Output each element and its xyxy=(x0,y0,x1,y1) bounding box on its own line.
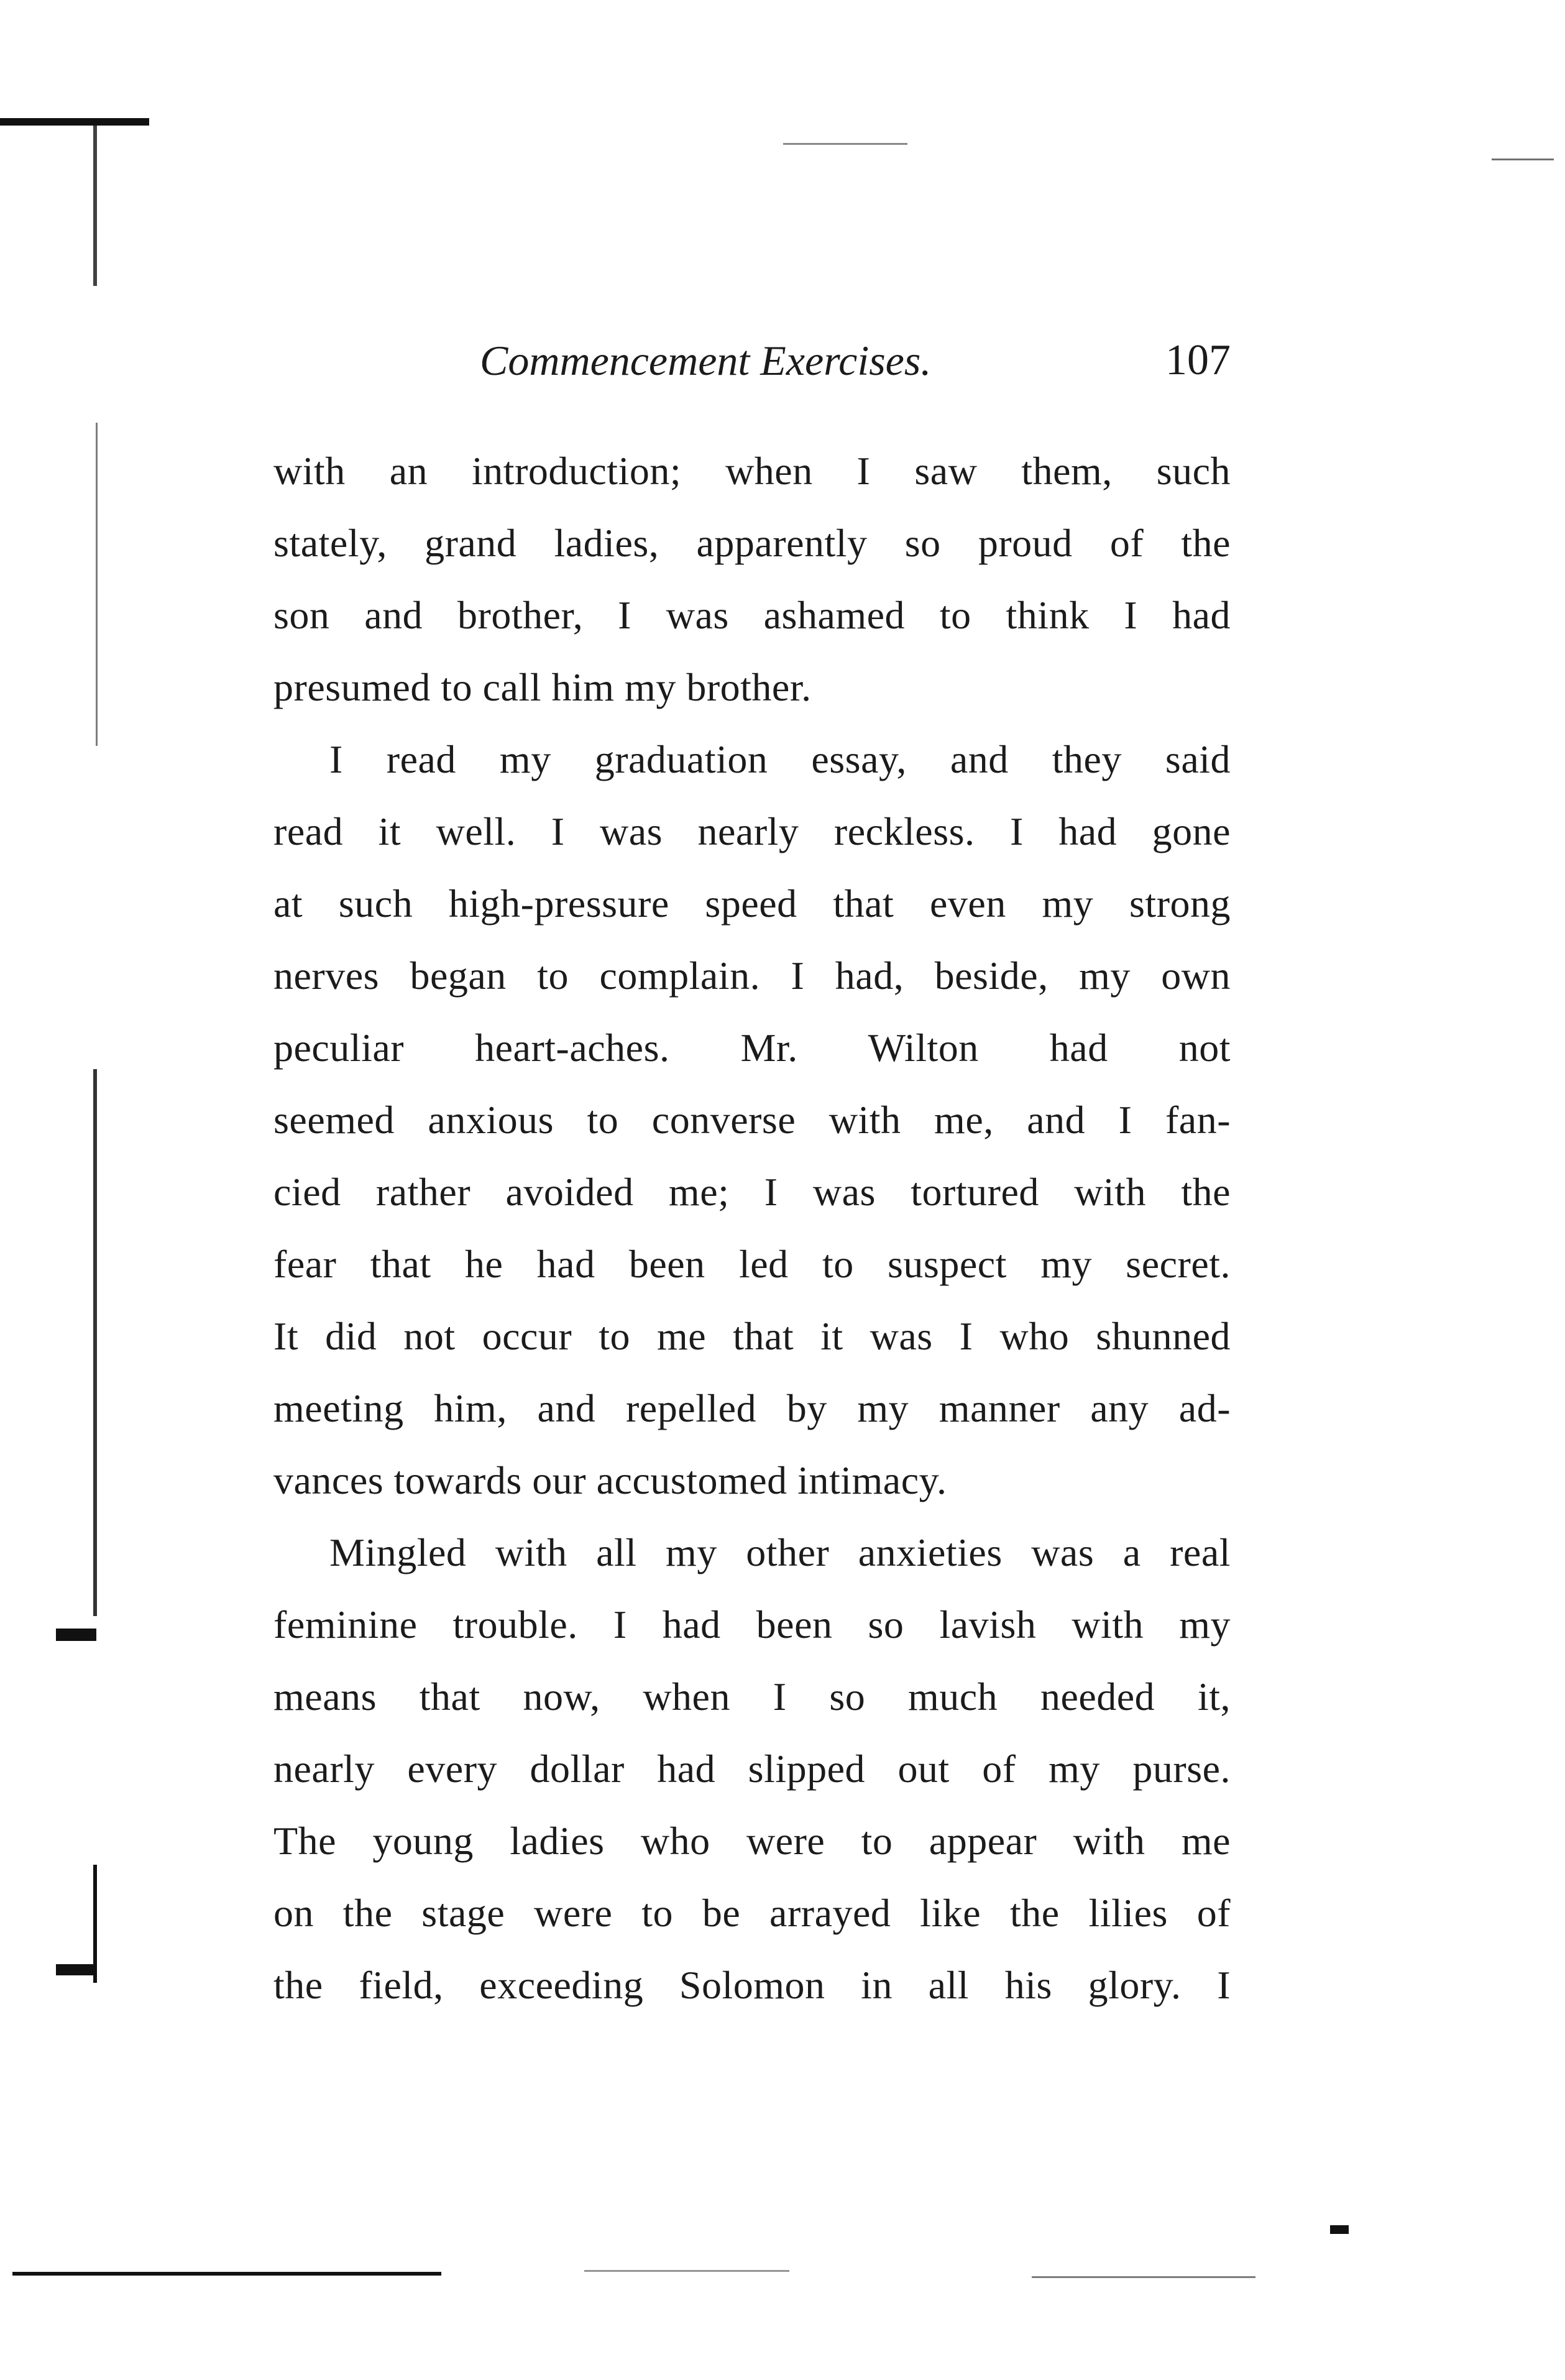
text-line: son and brother, I was ashamed to think I had xyxy=(273,593,1231,637)
scan-margin-line-lower xyxy=(93,1069,97,1616)
text-line: nerves began to complain. I had, beside, my own xyxy=(273,953,1231,998)
body-text xyxy=(273,435,1231,2021)
text-line: The young ladies who were to appear with me xyxy=(273,1819,1231,1863)
scan-mark-bottom-right xyxy=(1330,2225,1349,2234)
scan-rule-bottom-right xyxy=(1032,2276,1255,2278)
text-line: It did not occur to me that it was I who shunned xyxy=(273,1314,1231,1358)
text-line: I read my graduation essay, and they said xyxy=(329,737,1231,781)
scan-rule-bottom-mid xyxy=(584,2270,789,2272)
scan-rule-top xyxy=(783,143,907,145)
text-line: Mingled with all my other anxieties was a real xyxy=(329,1530,1231,1574)
text-line: stately, grand ladies, apparently so proud of the xyxy=(273,521,1231,565)
text-line: read it well. I was nearly reckless. I had gone xyxy=(273,809,1231,853)
text-line: nearly every dollar had slipped out of my purse. xyxy=(273,1747,1231,1791)
scan-margin-line-upper xyxy=(96,423,98,746)
running-title: Commencement Exercises. xyxy=(480,337,932,384)
text-line: vances towards our accustomed intimacy. xyxy=(273,1458,947,1502)
text-line: feminine trouble. I had been so lavish with my xyxy=(273,1602,1231,1647)
text-line: on the stage were to be arrayed like the lilies of xyxy=(273,1891,1231,1935)
scan-mark-left-tick xyxy=(93,124,97,286)
text-line: peculiar heart-aches. Mr. Wilton had not xyxy=(273,1026,1231,1070)
text-line: at such high-pressure speed that even my strong xyxy=(273,881,1231,926)
text-line: meeting him, and repelled by my manner any ad- xyxy=(273,1386,1231,1430)
scan-rule-top-right xyxy=(1492,159,1554,160)
scan-rule-bottom-left xyxy=(12,2272,441,2276)
text-line: fear that he had been led to suspect my secret. xyxy=(273,1242,1231,1286)
text-line: presumed to call him my brother. xyxy=(273,665,812,709)
text-line: with an introduction; when I saw them, such xyxy=(273,449,1231,493)
page-number: 107 xyxy=(1165,336,1231,384)
scan-mark-top-left xyxy=(0,118,149,126)
text-line: means that now, when I so much needed it, xyxy=(273,1675,1231,1719)
text-line: seemed anxious to converse with me, and I fan- xyxy=(273,1098,1231,1142)
running-head xyxy=(273,329,1231,392)
scan-mark-left-blot xyxy=(56,1629,96,1641)
text-line: cied rather avoided me; I was tortured with the xyxy=(273,1170,1231,1214)
scan-mark-left-lower-blot xyxy=(56,1964,96,1975)
text-line: the field, exceeding Solomon in all his glory. I xyxy=(273,1963,1231,2007)
